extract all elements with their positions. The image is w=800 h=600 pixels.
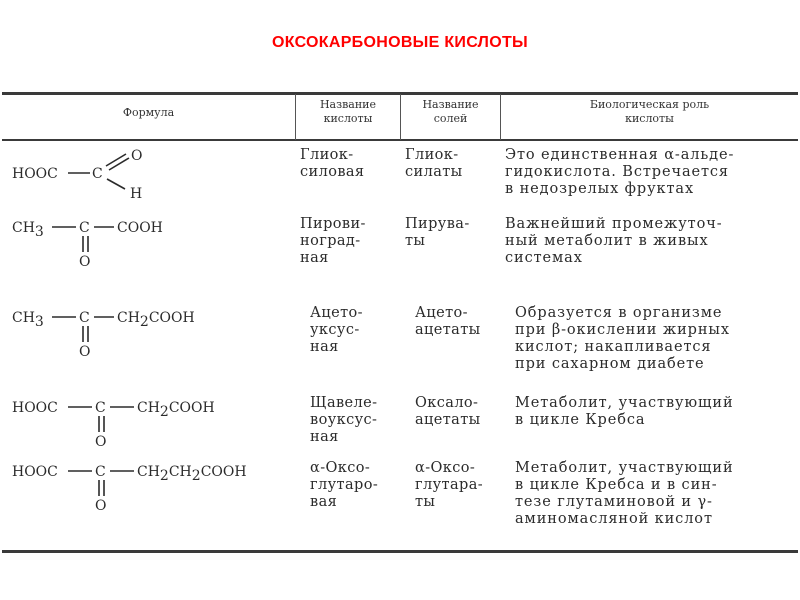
acid-name: Глиок- силовая [300, 147, 365, 180]
biological-role: Образуется в организме при β-окислении жирных кислот; накапливается при сахарном диабете [515, 305, 730, 372]
formula-group: HOOC [12, 400, 58, 416]
oxo-acids-table [2, 92, 798, 554]
formula-group: CH2CH2COOH [137, 464, 247, 484]
structural-formula [10, 304, 250, 362]
formula-carbon: C [95, 464, 106, 480]
single-bond [107, 179, 125, 189]
acid-name: α-Оксо- глутаро- вая [310, 460, 379, 510]
header-role: Биологическая роль кислоты [589, 98, 710, 125]
header-formula: Формула [122, 106, 175, 119]
structural-formula [10, 394, 270, 452]
formula-oxygen: O [95, 434, 107, 450]
formula-group: CH3 [12, 220, 44, 240]
structural-formula [10, 144, 190, 202]
salt-name: Ацето- ацетаты [415, 305, 481, 338]
formula-group: CH3 [12, 310, 44, 330]
acid-name: Щавеле- воуксус- ная [310, 395, 378, 445]
header-acid-name: Название кислоты [319, 98, 377, 125]
formula-group: COOH [117, 220, 163, 236]
formula-group: CH2COOH [117, 310, 195, 330]
formula-hydrogen: H [130, 186, 143, 202]
formula-carbon: C [79, 310, 90, 326]
formula-carbon: C [92, 166, 103, 182]
structural-formula [10, 458, 300, 516]
biological-role: Это единственная α-альде- гидокислота. Встречается в недозрелых фруктах [505, 147, 735, 197]
formula-group: CH2COOH [137, 400, 215, 420]
structural-formula [10, 214, 210, 276]
salt-name: Пирува- ты [405, 216, 470, 249]
header-salt-name: Название солей [422, 98, 479, 125]
formula-oxygen: O [131, 148, 143, 164]
biological-role: Важнейший промежуточ- ный метаболит в живых системах [505, 216, 723, 266]
double-bond [106, 154, 126, 166]
formula-oxygen: O [79, 254, 91, 270]
formula-oxygen: O [79, 344, 91, 360]
formula-carbon: C [79, 220, 90, 236]
salt-name: α-Оксо- глутара- ты [415, 460, 484, 510]
acid-name: Ацето- уксус- ная [310, 305, 363, 355]
biological-role: Метаболит, участвующий в цикле Кребса и в син- тезе глутаминовой и γ- аминомасляной кислот [515, 460, 734, 527]
formula-group: HOOC [12, 464, 58, 480]
page-title: ОКСОКАРБОНОВЫЕ КИСЛОТЫ [271, 34, 528, 51]
salt-name: Оксало- ацетаты [415, 395, 481, 428]
table-bottom-rule [2, 550, 798, 553]
formula-carbon: C [95, 400, 106, 416]
biological-role: Метаболит, участвующий в цикле Кребса [515, 395, 734, 428]
salt-name: Глиок- силаты [405, 147, 463, 180]
acid-name: Пирови- ноград- ная [300, 216, 366, 266]
double-bond [109, 158, 129, 170]
formula-group: HOOC [12, 166, 58, 182]
formula-oxygen: O [95, 498, 107, 514]
